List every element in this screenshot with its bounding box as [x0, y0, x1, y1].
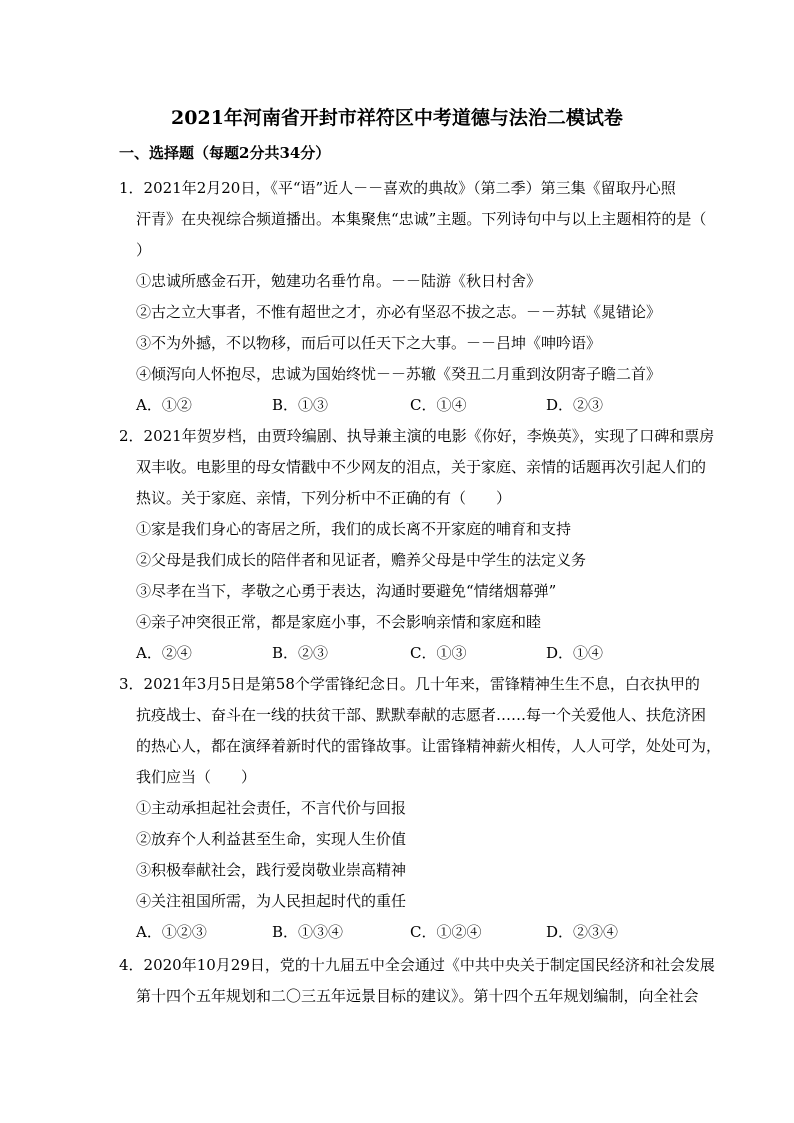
q3-item-4: ④关注祖国所需，为人民担起时代的重任 [136, 892, 407, 910]
q4-line-1: 4．2020年10月29日，党的十九届五中全会通过《中共中央关于制定国民经济和社会发展 [119, 956, 715, 974]
q1-line-2: 汗青》在央视综合频道播出。本集聚焦“忠诚”主题。下列诗句中与以上主题相符的是（ [136, 210, 707, 228]
q1-line-1: 1．2021年2月20日，《平“语”近人－－喜欢的典故》（第二季）第三集《留取丹心照 [119, 179, 676, 197]
q2-option-c: C．①③ [410, 644, 467, 662]
q1-item-1: ①忠诚所感金石开，勉建功名垂竹帛。－－陆游《秋日村舍》 [136, 272, 542, 290]
q3-line-4: 我们应当（ ） [136, 768, 257, 786]
q3-line-2: 抗疫战士、奋斗在一线的扶贫干部、默默奉献的志愿者……每一个关爱他人、扶危济困 [136, 706, 707, 724]
q1-item-3: ③不为外撼，不以物移，而后可以任天下之大事。－－吕坤《呻吟语》 [136, 334, 602, 352]
q4-line-2: 第十四个五年规划和二〇三五年远景目标的建议》。第十四个五年规划编制，向全社会 [136, 987, 699, 1005]
q3-item-2: ②放弃个人利益甚至生命，实现人生价值 [136, 830, 407, 848]
section-heading: 一、选择题（每题2分共34分） [119, 144, 331, 162]
q2-option-a: A．②④ [136, 644, 192, 662]
q1-line-3: ） [136, 241, 152, 259]
page-title: 2021年河南省开封市祥符区中考道德与法治二模试卷 [171, 107, 623, 129]
q1-option-a: A．①② [136, 396, 192, 414]
q2-item-4: ④亲子冲突很正常，都是家庭小事，不会影响亲情和家庭和睦 [136, 613, 542, 631]
q2-line-2: 双丰收。电影里的母女情戳中不少网友的泪点，关于家庭、亲情的话题再次引起人们的 [136, 458, 707, 476]
q3-option-d: D．②③④ [546, 923, 619, 941]
q3-option-b: B．①③④ [272, 923, 344, 941]
q3-line-3: 的热心人，都在演绎着新时代的雷锋故事。让雷锋精神薪火相传，人人可学，处处可为， [136, 737, 722, 755]
q2-option-d: D．①④ [546, 644, 604, 662]
q1-item-2: ②古之立大事者，不惟有超世之才，亦必有坚忍不拔之志。－－苏轼《晁错论》 [136, 303, 662, 321]
q3-option-a: A．①②③ [136, 923, 207, 941]
q2-line-3: 热议。关于家庭、亲情，下列分析中不正确的有（ ） [136, 489, 512, 507]
q2-line-1: 2．2021年贺岁档，由贾玲编剧、执导兼主演的电影《你好，李焕英》，实现了口碑和票房 [119, 427, 715, 445]
q2-item-2: ②父母是我们成长的陪伴者和见证者，赡养父母是中学生的法定义务 [136, 551, 587, 569]
q1-option-c: C．①④ [410, 396, 467, 414]
q1-option-d: D．②③ [546, 396, 604, 414]
q2-option-b: B．②③ [272, 644, 329, 662]
q1-option-b: B．①③ [272, 396, 329, 414]
q2-item-3: ③尽孝在当下，孝敬之心勇于表达，沟通时要避免“情绪烟幕弹” [136, 582, 557, 600]
q2-item-1: ①家是我们身心的寄居之所，我们的成长离不开家庭的哺育和支持 [136, 520, 572, 538]
q3-line-1: 3．2021年3月5日是第58个学雷锋纪念日。几十年来，雷锋精神生生不息，白衣执甲的 [119, 675, 700, 693]
q3-option-c: C．①②④ [410, 923, 482, 941]
q3-item-3: ③积极奉献社会，践行爱岗敬业崇高精神 [136, 861, 407, 879]
q3-item-1: ①主动承担起社会责任，不言代价与回报 [136, 799, 407, 817]
q1-item-4: ④倾泻向人怀抱尽，忠诚为国始终忧－－苏辙《癸丑二月重到汝阴寄子瞻二首》 [136, 365, 662, 383]
